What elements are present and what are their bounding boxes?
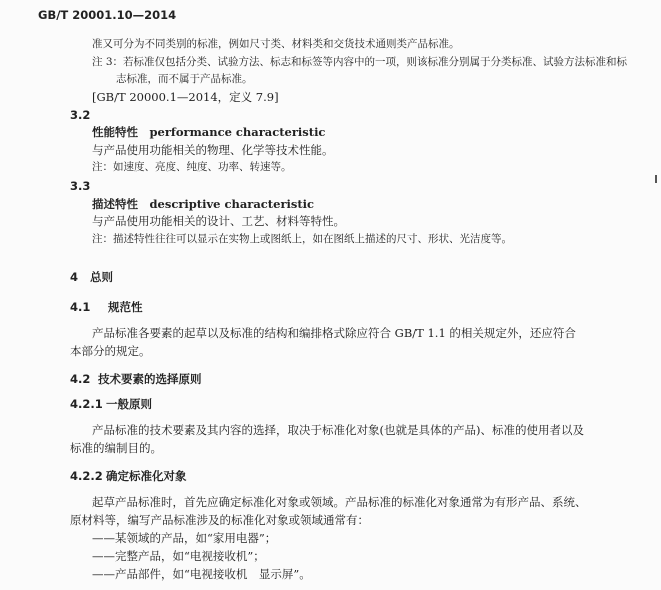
section-3-2-number: 3.2 — [70, 108, 91, 122]
section-4-1-para-line2: 本部分的规定。 — [70, 344, 151, 358]
note3-line1: 注 3：若标准仅包括分类、试验方法、标志和标签等内容中的一项，则该标准分别属于分类标准、试验方法标准和标 — [92, 56, 628, 68]
definition-reference: [GB/T 20000.1—2014，定义 7.9] — [92, 90, 279, 104]
section-4-2-2-number: 4.2.2 — [70, 469, 103, 483]
section-4-2-1-para-line2: 标准的编制目的。 — [70, 441, 162, 455]
list-item: ——某领域的产品，如“家用电器”； — [92, 531, 277, 545]
section-3-3-term: 描述特性 descriptive characteristic — [92, 197, 315, 211]
list-item: ——完整产品，如“电视接收机”； — [92, 549, 265, 563]
note2-continuation: 准又可分为不同类别的标准，例如尺寸类、材料类和交货技术通则类产品标准。 — [92, 38, 460, 50]
section-4-2-1-title: 一般原则 — [106, 397, 152, 411]
section-4-title: 总则 — [90, 270, 113, 284]
section-4-2-2-para-line1: 起草产品标准时，首先应确定标准化对象或领域。产品标准的标准化对象通常为有形产品、系统、 — [92, 495, 587, 509]
section-4-2-number: 4.2 — [70, 372, 91, 386]
section-3-2-note: 注：如速度、亮度、纯度、功率、转速等。 — [92, 161, 292, 173]
section-3-3-number: 3.3 — [70, 179, 91, 193]
section-4-1-para-line1: 产品标准各要素的起草以及标准的结构和编排格式除应符合 GB/T 1.1 的相关规定外，还应符合 — [92, 326, 576, 340]
section-4-2-1-number: 4.2.1 — [70, 397, 103, 411]
section-4-2-2-para-line2: 原材料等，编写产品标准涉及的标准化对象或领域通常有： — [70, 513, 369, 527]
section-4-1-number: 4.1 — [70, 300, 91, 314]
note3-line2: 志标准，而不属于产品标准。 — [116, 73, 253, 85]
section-3-3-definition: 与产品使用功能相关的设计、工艺、材料等特性。 — [92, 214, 345, 228]
section-3-3-note: 注：描述特性往往可以显示在实物上或图纸上，如在图纸上描述的尺寸、形状、光洁度等。 — [92, 233, 512, 245]
section-4-1-title: 规范性 — [108, 300, 143, 314]
section-3-2-term: 性能特性 performance characteristic — [92, 125, 326, 139]
section-3-2-definition: 与产品使用功能相关的物理、化学等技术性能。 — [92, 143, 334, 157]
section-4-2-2-title: 确定标准化对象 — [106, 469, 187, 483]
page-header-doc-id: GB/T 20001.10—2014 — [38, 8, 177, 22]
list-item: ——产品部件，如“电视接收机 显示屏”。 — [92, 567, 311, 581]
margin-mark — [655, 175, 657, 183]
section-4-2-title: 技术要素的选择原则 — [98, 372, 202, 386]
section-4-number: 4 — [70, 270, 79, 284]
section-4-2-1-para-line1: 产品标准的技术要素及其内容的选择，取决于标准化对象(也就是具体的产品)、标准的使用者以及 — [92, 423, 584, 437]
